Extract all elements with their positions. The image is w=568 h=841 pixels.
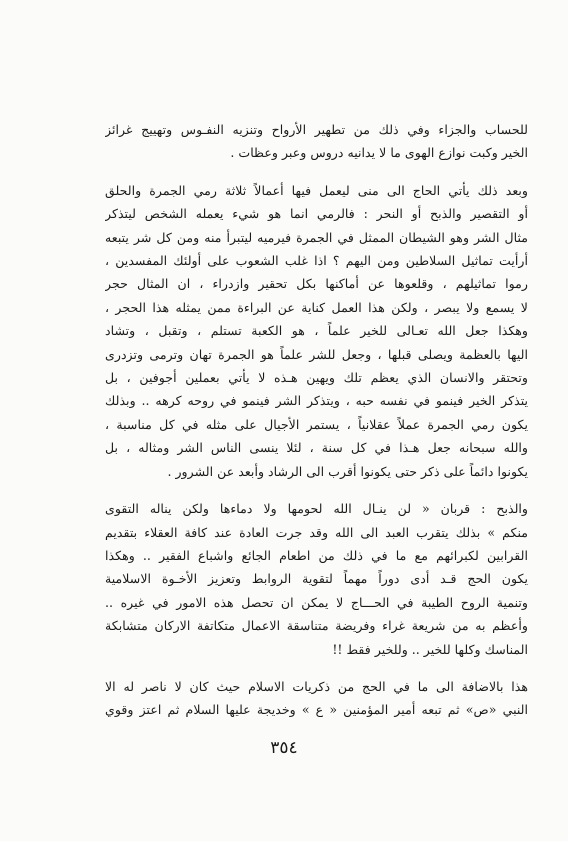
text-line: وتنمية الروح الطيبة في الحـــاج لا يمكن ان تحصل هذه الامور في غيره .. <box>105 594 528 610</box>
text-line: المناسك وكلها للخير .. وللخير فقط !! <box>332 641 528 657</box>
text-line: اليها بالعظمة ويصلى قبلها ، وجعل للشر علماً هو الجمرة تهان وترمى وتزدرى <box>105 346 528 362</box>
paragraph-1 <box>105 118 528 165</box>
text-line: رموا تماثيلهم ، وقلعوها عن أماكنها بكل تحقير وازدراء ، ان المثال حجر <box>105 276 528 292</box>
text-line: يكون الحج قـد أدى دوراً مهماً لتقوية الروابط وتعزيز الأخـوة الاسلامية <box>105 571 528 587</box>
text-line: مثال الشر وهو الشيطان الممثل في الجمرة فيرميه ليتبرأ منه ومن كل شر يتبعه <box>105 229 528 245</box>
text-line: يكونوا دائماً على ذكر حتى يكونوا أقرب الى الرشاد وأبعد عن الشرور . <box>167 463 528 479</box>
page-number: ٣٥٤ <box>270 738 298 758</box>
text-line: النبي «ص» ثم تبعه أمير المؤمنين « ع » وخديجة عليها السلام ثم اعتز وقوي <box>105 702 528 718</box>
text-line: والذبح : قربان « لن ينـال الله لحومها ولا دماءها ولكن يناله التقوى <box>105 501 528 517</box>
text-line: للحساب والجزاء وفي ذلك من تطهير الأرواح وتنزيه النفـوس وتهييج غرائز <box>105 122 528 137</box>
text-line: أرأيت تماثيل السلاطين ومن اليهم ؟ اذا غلب الشعوب على أولئك المفسدين ، <box>105 253 528 269</box>
text-line: وهكذا جعل الله تعـالى للخير علماً ، هو الكعبة تستلم ، وتقبل ، وتشاد <box>105 323 528 339</box>
text-line: الخير وكبت نوازع الهوى ما لا يدانيه دروس وعبر وعظات . <box>230 145 528 161</box>
text-line: يتذكر الخير فينمو في نفسه حبه ، ويتذكر الشر فينمو في روحه كرهه .. وبذلك <box>105 393 528 409</box>
text-line: يكون رمي الجمرة عملاً عقلانياً ، يستمر الأجيال على مثله في كل مناسبة ، <box>105 416 528 432</box>
text-line: لا يسمع ولا يبصر ، ولكن هذا العمل كناية عن البراءة ممن يمثله هذا الحجر ، <box>105 299 528 315</box>
paragraph-2 <box>105 179 528 483</box>
page-body <box>105 118 528 736</box>
text-line: والله سبحانه جعل هـذا في كل سنة ، لئلا ينسى الناس الشر ومثاله ، بل <box>105 440 528 456</box>
paragraph-3 <box>105 497 528 661</box>
text-line: هذا بالاضافة الى ما في الحج من ذكريات الاسلام حيث كان لا ناصر له الا <box>105 678 528 694</box>
paragraph-4 <box>105 675 528 722</box>
text-line: منكم » بذلك يتقرب العبد الى الله وقد جرت العادة عند كافة العقلاء بتقديم <box>105 524 528 540</box>
text-line: القرابين لكبرائهم مع ما في ذلك من اطعام الجائع واشباع الفقير .. وهكذا <box>105 547 528 563</box>
text-line: أو التقصير والذبح أو النحر : فالرمي انما هو شيء يعمله الشخص ليتذكر <box>105 206 528 222</box>
text-line: وبعد ذلك يأتي الحاج الى منى ليعمل فيها أعمالاً ثلاثة رمي الجمرة والحلق <box>105 182 528 198</box>
text-line: وأعظم به من شريعة غراء وفريضة متناسقة الاعمال متكاتفة الاركان متشابكة <box>105 618 528 634</box>
text-line: وتحتقر والانسان الذي يعظم تلك ويهين هـذه لا يأتي بعملين أجوفين ، بل <box>105 370 528 386</box>
